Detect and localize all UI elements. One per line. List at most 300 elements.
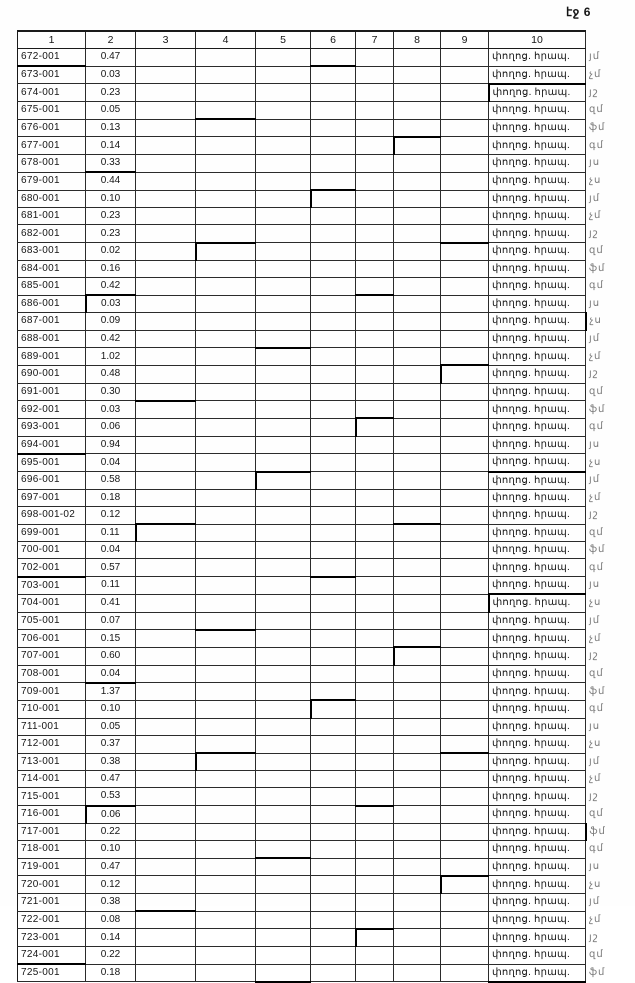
empty-cell bbox=[136, 190, 196, 208]
empty-cell bbox=[256, 683, 311, 701]
margin-mark: յմ bbox=[589, 51, 601, 63]
empty-cell bbox=[196, 964, 256, 982]
empty-cell bbox=[196, 647, 256, 665]
street-note-cell: փողոց. հրապ. bbox=[489, 137, 586, 155]
empty-cell bbox=[196, 313, 256, 330]
empty-cell bbox=[311, 418, 356, 436]
row-id-cell: 679-001 bbox=[18, 172, 86, 190]
row-id-cell: 709-001 bbox=[18, 683, 86, 701]
value-cell: 0.44 bbox=[86, 172, 136, 190]
empty-cell bbox=[196, 119, 256, 137]
empty-cell bbox=[311, 647, 356, 665]
margin-mark: յմ bbox=[589, 614, 601, 626]
empty-cell bbox=[441, 137, 489, 155]
empty-cell bbox=[136, 788, 196, 806]
empty-cell bbox=[311, 330, 356, 348]
empty-cell bbox=[441, 84, 489, 102]
empty-cell bbox=[441, 260, 489, 277]
empty-cell bbox=[136, 383, 196, 401]
row-id-cell: 686-001 bbox=[18, 295, 86, 313]
empty-cell bbox=[196, 823, 256, 840]
margin-mark: չս bbox=[589, 456, 602, 468]
empty-cell bbox=[256, 489, 311, 506]
margin-mark: գմ bbox=[589, 843, 604, 855]
street-note-cell: փողոց. հրապ. bbox=[489, 735, 586, 753]
empty-cell bbox=[441, 401, 489, 419]
value-cell: 1.37 bbox=[86, 683, 136, 701]
empty-cell bbox=[356, 612, 394, 630]
row-id-cell: 714-001 bbox=[18, 771, 86, 788]
table-row bbox=[18, 559, 616, 577]
empty-cell bbox=[394, 436, 441, 454]
column-header-3: 3 bbox=[136, 31, 196, 49]
empty-cell bbox=[356, 243, 394, 261]
empty-cell bbox=[311, 840, 356, 858]
empty-cell bbox=[394, 840, 441, 858]
empty-cell bbox=[256, 700, 311, 718]
empty-cell bbox=[136, 594, 196, 612]
empty-cell bbox=[441, 454, 489, 472]
empty-cell bbox=[196, 929, 256, 947]
value-cell: 0.16 bbox=[86, 260, 136, 277]
empty-cell bbox=[394, 700, 441, 718]
empty-cell bbox=[196, 454, 256, 472]
empty-cell bbox=[311, 225, 356, 243]
street-note-cell: փողոց. հրապ. bbox=[489, 559, 586, 577]
margin-mark: չս bbox=[589, 597, 602, 609]
value-cell: 0.14 bbox=[86, 929, 136, 947]
empty-cell bbox=[136, 876, 196, 894]
empty-cell bbox=[441, 929, 489, 947]
empty-cell bbox=[394, 594, 441, 612]
empty-cell bbox=[441, 66, 489, 84]
street-note-cell: փողոց. հրապ. bbox=[489, 208, 586, 225]
table-row bbox=[18, 225, 616, 243]
row-id-cell: 704-001 bbox=[18, 594, 86, 612]
table-row bbox=[18, 119, 616, 137]
empty-cell bbox=[256, 718, 311, 735]
empty-cell bbox=[136, 858, 196, 876]
empty-cell bbox=[356, 277, 394, 295]
empty-cell bbox=[356, 66, 394, 84]
row-id-cell: 708-001 bbox=[18, 665, 86, 683]
empty-cell bbox=[256, 225, 311, 243]
table-row bbox=[18, 612, 616, 630]
empty-cell bbox=[394, 630, 441, 648]
empty-cell bbox=[311, 436, 356, 454]
empty-cell bbox=[196, 330, 256, 348]
row-id-cell: 700-001 bbox=[18, 542, 86, 559]
table-row bbox=[18, 208, 616, 225]
empty-cell bbox=[256, 735, 311, 753]
empty-cell bbox=[356, 260, 394, 277]
empty-cell bbox=[394, 365, 441, 383]
empty-cell bbox=[256, 559, 311, 577]
row-id-cell: 677-001 bbox=[18, 137, 86, 155]
empty-cell bbox=[356, 630, 394, 648]
row-id-cell: 719-001 bbox=[18, 858, 86, 876]
column-header-6: 6 bbox=[311, 31, 356, 49]
empty-cell bbox=[256, 119, 311, 137]
street-note-cell: փողոց. հրապ. bbox=[489, 172, 586, 190]
value-cell: 1.02 bbox=[86, 348, 136, 366]
margin-mark: յշ bbox=[589, 931, 599, 943]
empty-cell bbox=[441, 594, 489, 612]
table-row bbox=[18, 401, 616, 419]
row-id-cell: 715-001 bbox=[18, 788, 86, 806]
empty-cell bbox=[196, 277, 256, 295]
row-id-cell: 725-001 bbox=[18, 964, 86, 982]
value-cell: 0.02 bbox=[86, 243, 136, 261]
column-header-5: 5 bbox=[256, 31, 311, 49]
margin-mark: յս bbox=[589, 438, 601, 450]
street-note-cell: փողոց. հրապ. bbox=[489, 594, 586, 612]
empty-cell bbox=[136, 700, 196, 718]
empty-cell bbox=[356, 947, 394, 965]
empty-cell bbox=[311, 472, 356, 490]
table-row bbox=[18, 365, 616, 383]
empty-cell bbox=[136, 559, 196, 577]
table-row bbox=[18, 683, 616, 701]
empty-cell bbox=[311, 49, 356, 67]
empty-cell bbox=[311, 612, 356, 630]
empty-cell bbox=[394, 542, 441, 559]
empty-cell bbox=[311, 365, 356, 383]
empty-cell bbox=[394, 295, 441, 313]
table-row bbox=[18, 806, 616, 824]
empty-cell bbox=[136, 260, 196, 277]
empty-cell bbox=[356, 137, 394, 155]
empty-cell bbox=[256, 260, 311, 277]
table-row bbox=[18, 489, 616, 506]
street-note-cell: փողոց. հրապ. bbox=[489, 577, 586, 595]
empty-cell bbox=[136, 753, 196, 771]
empty-cell bbox=[311, 454, 356, 472]
empty-cell bbox=[136, 225, 196, 243]
empty-cell bbox=[441, 823, 489, 840]
street-note-cell: փողոց. հրապ. bbox=[489, 119, 586, 137]
empty-cell bbox=[136, 823, 196, 840]
empty-cell bbox=[394, 208, 441, 225]
empty-cell bbox=[441, 436, 489, 454]
empty-cell bbox=[136, 348, 196, 366]
empty-cell bbox=[356, 49, 394, 67]
street-note-cell: փողոց. հրապ. bbox=[489, 365, 586, 383]
empty-cell bbox=[311, 594, 356, 612]
value-cell: 0.05 bbox=[86, 718, 136, 735]
row-id-cell: 695-001 bbox=[18, 454, 86, 472]
empty-cell bbox=[394, 155, 441, 173]
table-row bbox=[18, 823, 616, 840]
empty-cell bbox=[196, 665, 256, 683]
table-body bbox=[18, 49, 616, 982]
table-row bbox=[18, 929, 616, 947]
margin-mark: զմ bbox=[589, 808, 604, 820]
column-header-4: 4 bbox=[196, 31, 256, 49]
empty-cell bbox=[196, 102, 256, 120]
empty-cell bbox=[136, 577, 196, 595]
margin-mark: յշ bbox=[589, 650, 599, 662]
value-cell: 0.42 bbox=[86, 277, 136, 295]
empty-cell bbox=[441, 208, 489, 225]
empty-cell bbox=[256, 190, 311, 208]
margin-mark: չս bbox=[589, 175, 602, 187]
value-cell: 0.23 bbox=[86, 208, 136, 225]
margin-mark: զմ bbox=[589, 385, 604, 397]
empty-cell bbox=[136, 806, 196, 824]
table-row bbox=[18, 348, 616, 366]
street-note-cell: փողոց. հրապ. bbox=[489, 947, 586, 965]
data-table bbox=[17, 30, 616, 983]
empty-cell bbox=[136, 137, 196, 155]
street-note-cell: փողոց. հրապ. bbox=[489, 401, 586, 419]
table-row bbox=[18, 137, 616, 155]
empty-cell bbox=[196, 383, 256, 401]
empty-cell bbox=[394, 771, 441, 788]
empty-cell bbox=[356, 858, 394, 876]
value-cell: 0.42 bbox=[86, 330, 136, 348]
empty-cell bbox=[136, 436, 196, 454]
row-id-cell: 721-001 bbox=[18, 894, 86, 912]
row-id-cell: 713-001 bbox=[18, 753, 86, 771]
row-id-cell: 697-001 bbox=[18, 489, 86, 506]
empty-cell bbox=[441, 788, 489, 806]
empty-cell bbox=[356, 84, 394, 102]
table-row bbox=[18, 647, 616, 665]
empty-cell bbox=[196, 66, 256, 84]
empty-cell bbox=[441, 313, 489, 330]
empty-cell bbox=[256, 348, 311, 366]
empty-cell bbox=[136, 84, 196, 102]
empty-cell bbox=[311, 929, 356, 947]
empty-cell bbox=[136, 489, 196, 506]
empty-cell bbox=[136, 524, 196, 542]
value-cell: 0.22 bbox=[86, 947, 136, 965]
empty-cell bbox=[311, 348, 356, 366]
empty-cell bbox=[394, 313, 441, 330]
table-row bbox=[18, 506, 616, 524]
margin-mark: յմ bbox=[589, 755, 601, 767]
empty-cell bbox=[441, 49, 489, 67]
table-row bbox=[18, 788, 616, 806]
empty-cell bbox=[196, 788, 256, 806]
empty-cell bbox=[356, 840, 394, 858]
empty-cell bbox=[136, 330, 196, 348]
empty-cell bbox=[136, 840, 196, 858]
row-id-cell: 702-001 bbox=[18, 559, 86, 577]
empty-cell bbox=[196, 858, 256, 876]
empty-cell bbox=[356, 295, 394, 313]
empty-cell bbox=[196, 472, 256, 490]
row-id-cell: 688-001 bbox=[18, 330, 86, 348]
empty-cell bbox=[441, 876, 489, 894]
value-cell: 0.23 bbox=[86, 84, 136, 102]
empty-cell bbox=[256, 506, 311, 524]
empty-cell bbox=[196, 594, 256, 612]
empty-cell bbox=[196, 49, 256, 67]
empty-cell bbox=[136, 243, 196, 261]
column-header-10: 10 bbox=[489, 31, 586, 49]
empty-cell bbox=[356, 911, 394, 929]
value-cell: 0.22 bbox=[86, 823, 136, 840]
margin-mark: չս bbox=[589, 315, 602, 327]
row-id-cell: 684-001 bbox=[18, 260, 86, 277]
empty-cell bbox=[441, 225, 489, 243]
empty-cell bbox=[256, 647, 311, 665]
empty-cell bbox=[441, 894, 489, 912]
empty-cell bbox=[196, 718, 256, 735]
empty-cell bbox=[256, 823, 311, 840]
value-cell: 0.10 bbox=[86, 700, 136, 718]
empty-cell bbox=[256, 788, 311, 806]
value-cell: 0.05 bbox=[86, 102, 136, 120]
table-row bbox=[18, 753, 616, 771]
empty-cell bbox=[311, 665, 356, 683]
empty-cell bbox=[311, 753, 356, 771]
value-cell: 0.12 bbox=[86, 506, 136, 524]
street-note-cell: փողոց. հրապ. bbox=[489, 964, 586, 982]
empty-cell bbox=[256, 137, 311, 155]
empty-cell bbox=[394, 401, 441, 419]
row-id-cell: 690-001 bbox=[18, 365, 86, 383]
empty-cell bbox=[356, 313, 394, 330]
empty-cell bbox=[441, 612, 489, 630]
empty-cell bbox=[356, 489, 394, 506]
empty-cell bbox=[441, 964, 489, 982]
empty-cell bbox=[196, 348, 256, 366]
street-note-cell: փողոց. հրապ. bbox=[489, 260, 586, 277]
empty-cell bbox=[256, 313, 311, 330]
margin-mark: գմ bbox=[589, 280, 604, 292]
street-note-cell: փողոց. հրապ. bbox=[489, 753, 586, 771]
value-cell: 0.11 bbox=[86, 577, 136, 595]
empty-cell bbox=[356, 436, 394, 454]
empty-cell bbox=[441, 806, 489, 824]
value-cell: 0.04 bbox=[86, 454, 136, 472]
margin-mark: չս bbox=[589, 878, 602, 890]
empty-cell bbox=[196, 947, 256, 965]
empty-cell bbox=[311, 155, 356, 173]
row-id-cell: 718-001 bbox=[18, 840, 86, 858]
empty-cell bbox=[394, 683, 441, 701]
empty-cell bbox=[256, 524, 311, 542]
street-note-cell: փողոց. հրապ. bbox=[489, 823, 586, 840]
table-row bbox=[18, 542, 616, 559]
empty-cell bbox=[394, 577, 441, 595]
value-cell: 0.60 bbox=[86, 647, 136, 665]
value-cell: 0.47 bbox=[86, 771, 136, 788]
empty-cell bbox=[356, 964, 394, 982]
table-row bbox=[18, 155, 616, 173]
empty-cell bbox=[196, 137, 256, 155]
empty-cell bbox=[394, 718, 441, 735]
empty-cell bbox=[136, 418, 196, 436]
row-id-cell: 681-001 bbox=[18, 208, 86, 225]
empty-cell bbox=[311, 735, 356, 753]
empty-cell bbox=[256, 577, 311, 595]
empty-cell bbox=[196, 559, 256, 577]
empty-cell bbox=[196, 683, 256, 701]
empty-cell bbox=[441, 155, 489, 173]
empty-cell bbox=[196, 225, 256, 243]
street-note-cell: փողոց. հրապ. bbox=[489, 489, 586, 506]
empty-cell bbox=[136, 365, 196, 383]
empty-cell bbox=[196, 840, 256, 858]
empty-cell bbox=[441, 418, 489, 436]
street-note-cell: փողոց. հրապ. bbox=[489, 876, 586, 894]
empty-cell bbox=[394, 665, 441, 683]
empty-cell bbox=[311, 771, 356, 788]
street-note-cell: փողոց. հրապ. bbox=[489, 102, 586, 120]
empty-cell bbox=[441, 683, 489, 701]
empty-cell bbox=[441, 383, 489, 401]
empty-cell bbox=[256, 365, 311, 383]
table-row bbox=[18, 172, 616, 190]
table-row bbox=[18, 330, 616, 348]
row-id-cell: 693-001 bbox=[18, 418, 86, 436]
empty-cell bbox=[256, 665, 311, 683]
value-cell: 0.10 bbox=[86, 840, 136, 858]
empty-cell bbox=[441, 243, 489, 261]
street-note-cell: փողոց. հրապ. bbox=[489, 348, 586, 366]
table-row bbox=[18, 190, 616, 208]
margin-mark: ֆմ bbox=[589, 122, 606, 134]
margin-mark: յմ bbox=[589, 474, 601, 486]
empty-cell bbox=[356, 735, 394, 753]
empty-cell bbox=[311, 911, 356, 929]
empty-cell bbox=[196, 753, 256, 771]
column-header-1: 1 bbox=[18, 31, 86, 49]
row-id-cell: 692-001 bbox=[18, 401, 86, 419]
margin-mark: գմ bbox=[589, 421, 604, 433]
empty-cell bbox=[356, 330, 394, 348]
value-cell: 0.41 bbox=[86, 594, 136, 612]
margin-mark: յմ bbox=[589, 192, 601, 204]
table-row bbox=[18, 313, 616, 330]
column-header-7: 7 bbox=[356, 31, 394, 49]
empty-cell bbox=[136, 472, 196, 490]
row-id-cell: 678-001 bbox=[18, 155, 86, 173]
row-id-cell: 717-001 bbox=[18, 823, 86, 840]
table-row bbox=[18, 594, 616, 612]
empty-cell bbox=[356, 208, 394, 225]
empty-cell bbox=[256, 172, 311, 190]
row-id-cell: 710-001 bbox=[18, 700, 86, 718]
street-note-cell: փողոց. հրապ. bbox=[489, 277, 586, 295]
empty-cell bbox=[441, 753, 489, 771]
empty-cell bbox=[256, 612, 311, 630]
empty-cell bbox=[356, 594, 394, 612]
empty-cell bbox=[311, 119, 356, 137]
empty-cell bbox=[311, 858, 356, 876]
empty-cell bbox=[136, 771, 196, 788]
empty-cell bbox=[256, 418, 311, 436]
street-note-cell: փողոց. հրապ. bbox=[489, 418, 586, 436]
empty-cell bbox=[394, 929, 441, 947]
empty-cell bbox=[356, 524, 394, 542]
table-row bbox=[18, 577, 616, 595]
empty-cell bbox=[136, 929, 196, 947]
empty-cell bbox=[256, 472, 311, 490]
empty-cell bbox=[311, 542, 356, 559]
empty-cell bbox=[356, 418, 394, 436]
empty-cell bbox=[394, 894, 441, 912]
empty-cell bbox=[356, 823, 394, 840]
empty-cell bbox=[136, 102, 196, 120]
empty-cell bbox=[356, 542, 394, 559]
margin-mark: յշ bbox=[589, 509, 599, 521]
empty-cell bbox=[256, 630, 311, 648]
